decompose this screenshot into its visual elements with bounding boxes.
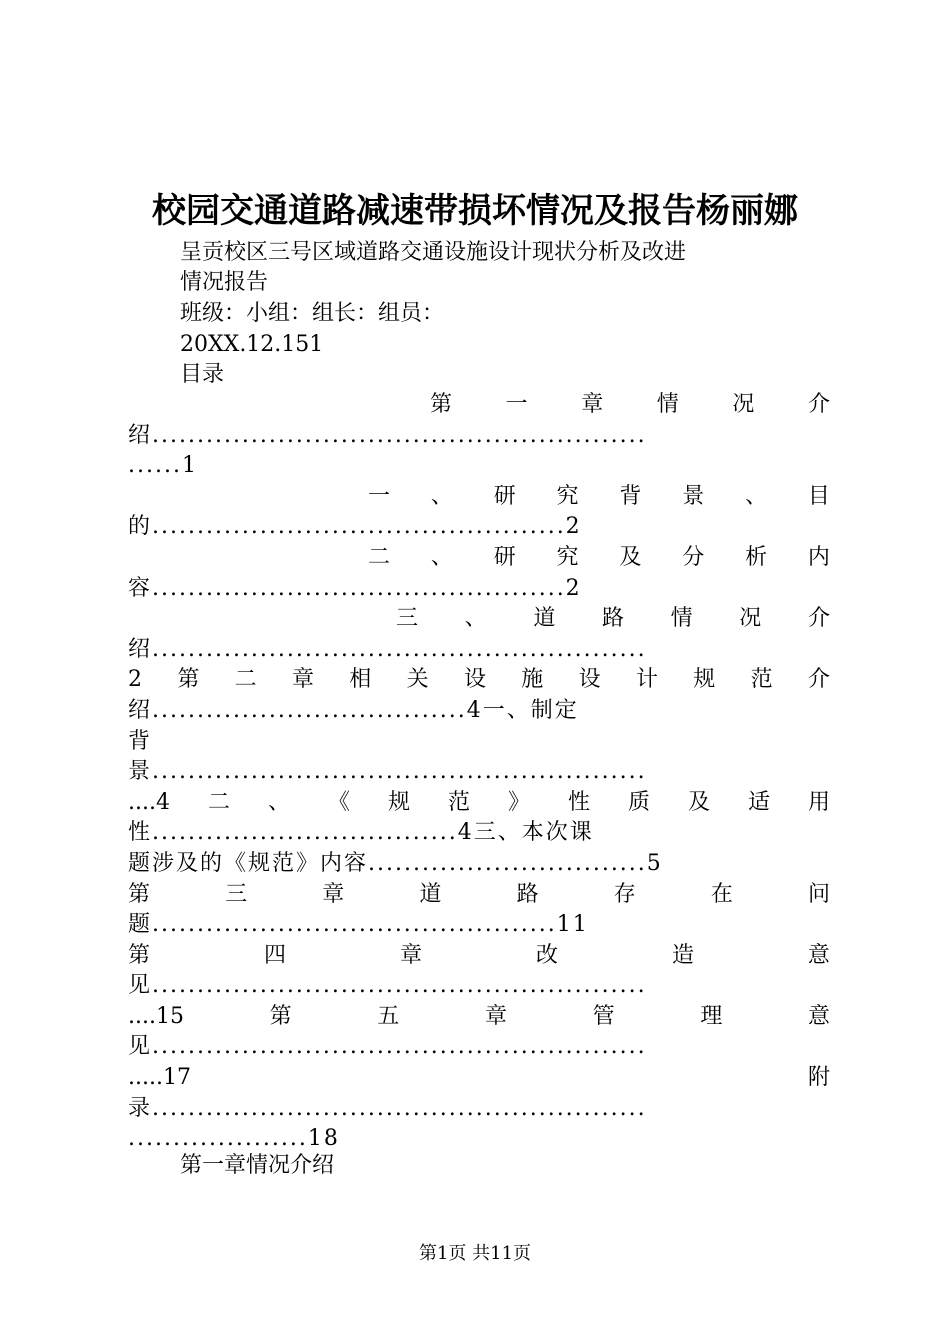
section-heading: 第一章情况介绍: [180, 1153, 335, 1178]
document-title: 校园交通道路减速带损坏情况及报告杨丽娜: [152, 191, 798, 231]
date-line: 20XX.12.151: [180, 332, 324, 357]
toc-row: 见.......................................................: [128, 1034, 647, 1060]
toc-row: ....................18: [128, 1126, 340, 1152]
toc-row: 题涉及的《规范》内容...............................5: [128, 850, 663, 876]
toc-row: 一 、 研 究 背 景 、 目: [368, 483, 830, 509]
toc-row: 第 四 章 改 造 意: [128, 942, 830, 968]
toc-row: ......1: [128, 453, 198, 479]
table-of-contents: [128, 390, 830, 1155]
toc-row: 录.......................................................: [128, 1095, 647, 1121]
toc-heading: 目录: [180, 362, 225, 387]
toc-row: 题.............................................11: [128, 912, 589, 938]
toc-row: 三 、 道 路 情 况 介: [396, 606, 830, 632]
toc-row: 性..................................4三、本次课: [128, 820, 594, 846]
toc-row: ....4 二 、 《 规 范 》 性 质 及 适 用: [128, 789, 830, 815]
toc-row: 绍...................................4一、制定: [128, 697, 579, 723]
toc-row: .....17 附: [128, 1065, 830, 1091]
toc-row: 景.......................................................: [128, 759, 647, 785]
toc-row: 绍.......................................................: [128, 636, 647, 662]
toc-row: 绍.......................................................: [128, 422, 647, 448]
toc-row: 背: [128, 728, 153, 754]
toc-row: 第 三 章 道 路 存 在 问: [128, 881, 830, 907]
subtitle-line-2: 情况报告: [180, 270, 269, 295]
toc-row: 二 、 研 究 及 分 析 内: [368, 544, 830, 570]
toc-row: 2 第 二 章 相 关 设 施 设 计 规 范 介: [128, 667, 830, 693]
toc-row: ....15 第 五 章 管 理 意: [128, 1003, 830, 1029]
toc-row: 容..............................................2: [128, 575, 582, 601]
toc-row: 第 一 章 情 况 介: [430, 392, 830, 417]
subtitle-line-1: 呈贡校区三号区域道路交通设施设计现状分析及改进: [180, 240, 687, 265]
class-info-line: 班级：小组：组长：组员：: [180, 301, 445, 326]
toc-row: 的..............................................2: [128, 514, 582, 540]
page-footer: 第1页 共11页: [418, 1243, 532, 1264]
toc-row: 见.......................................................: [128, 973, 647, 999]
